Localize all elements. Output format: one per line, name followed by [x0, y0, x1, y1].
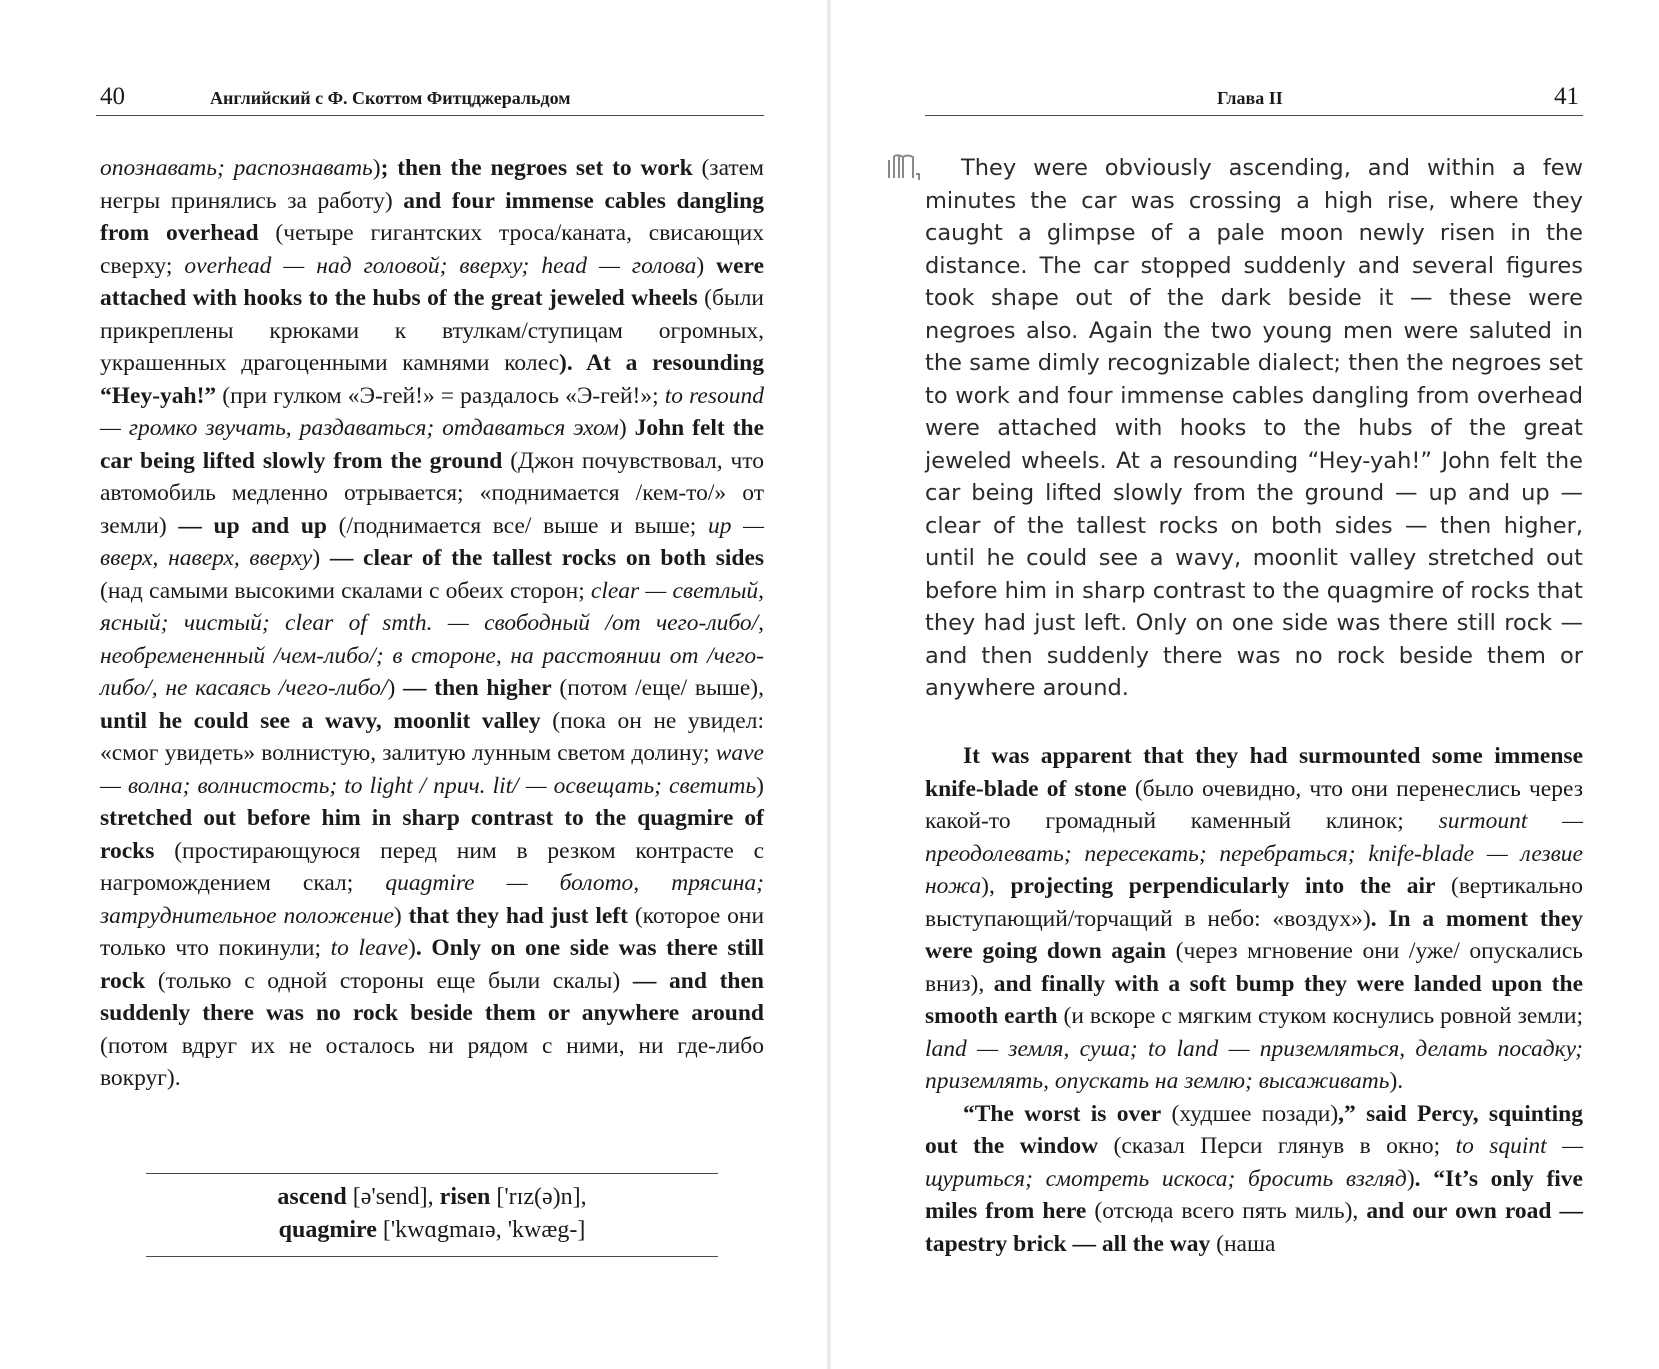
english-original-text [925, 152, 1583, 705]
english-phrase: projecting perpendicularly into the air [1010, 873, 1436, 899]
russian-translation: (и вскоре с мягким стуком коснулись ровной земли; [1057, 1003, 1584, 1029]
left-page-number: 40 [100, 83, 125, 110]
english-phrase: . In a moment they were going down again [925, 905, 1583, 964]
english-phrase: ; then the negroes set to work [380, 155, 693, 181]
russian-translation: ) [618, 415, 635, 441]
russian-translation: (затем негры принялись за работу) [100, 155, 764, 214]
english-phrase: and our own road — tapestry brick — all the way [925, 1198, 1583, 1257]
left-bilingual-text [100, 152, 764, 1095]
dictionary-note: wave — волна; волнистость; to light / прич. lit/ — освещать; светить [100, 740, 764, 799]
russian-translation: ['kwɑgmaɪə, 'kwæg-] [376, 1217, 586, 1243]
english-phrase: until he could see a wavy, moonlit valley [100, 707, 541, 734]
dictionary-note: to squint — щуриться; смотреть искоса; бросить взгляд [925, 1133, 1583, 1192]
english-phrase: that they had just left [408, 902, 628, 929]
english-phrase: were attached with hooks to the hubs of the great jeweled wheels [100, 252, 764, 311]
english-phrase: — up and up [178, 512, 327, 539]
dictionary-note: clear — светлый, ясный; чистый; clear of smth. — свободный /от чего-либо/, необремененный /чем-либо/; в стороне, на расстоянии от /чего-либо/, не касаясь /чего-либо/ [100, 577, 764, 701]
english-phrase: ,” said Percy, squinting out the window [925, 1100, 1583, 1159]
dictionary-note: surmount — преодолевать; пересекать; перебраться; knife-blade — лезвие ножа [925, 808, 1583, 899]
bookmark-glyph-icon [887, 152, 921, 184]
russian-translation: ) [393, 902, 409, 929]
russian-translation: ) [372, 155, 381, 181]
left-paragraph [100, 152, 764, 1095]
russian-translation: ) [312, 545, 330, 571]
english-phrase: — then higher [403, 675, 552, 701]
russian-translation: (Джон почувствовал, что автомобиль медленно отрывается; «поднимается /кем-то/» от земли) [100, 447, 764, 539]
russian-translation: ) [756, 772, 764, 799]
vocabulary-line [146, 1181, 718, 1214]
russian-translation: (было очевидно, что они перенеслись через какой-то громадный каменный клинок; [925, 775, 1583, 834]
english-phrase: “The worst is over [963, 1100, 1162, 1127]
left-running-head [96, 80, 764, 116]
russian-translation: (которое они только что покинули; [100, 902, 765, 961]
english-phrase: It was apparent that they had surmounted some immense knife-blade of stone [925, 743, 1583, 802]
english-phrase: — and then suddenly there was no rock beside them or anywhere around [100, 967, 764, 1026]
dictionary-note: up — вверх, наверх, вверху [100, 512, 764, 571]
english-phrase: ). At a resounding “Hey-yah!” [100, 350, 764, 409]
russian-translation: ) [387, 675, 404, 701]
russian-translation: (худшее позади) [1161, 1100, 1339, 1127]
vocabulary-line [146, 1214, 718, 1247]
english-phrase: risen [439, 1184, 491, 1210]
dictionary-note: to leave [330, 935, 409, 961]
russian-translation: (простирающуюся перед ним в резком контрасте с нагромождением скал; [100, 837, 764, 896]
english-paragraph: They were obviously ascending, and within a few minutes the car was crossing a high rise, where they caught a glimpse of a pale moon newly risen in the distance. The car stopped suddenly and several figures took shape out of the dark beside it — these were negroes also. Again the two young men were saluted in the same dimly recognizable dialect; then the negroes set to work and four immense cables dangling from overhead were attached with hooks to the hubs of the great jeweled wheels. At a resounding “Hey-yah!” John felt the car being lifted slowly from the ground — up and up — clear of the tallest rocks on both sides — then higher, until he could see a wavy, moonlit valley stretched out before him in sharp contrast to the quagmire of rocks that they had just left. Only on one side was there still rock — and then suddenly there was no rock beside them or anywhere around. [925, 155, 1583, 701]
russian-translation: (/поднимается все/ выше и выше; [327, 512, 708, 539]
chapter-title-header: Глава II [1217, 88, 1283, 108]
russian-translation: (наша [1210, 1230, 1276, 1257]
dictionary-note: quagmire — болото, трясина; затруднительное положение [100, 870, 764, 929]
russian-translation: ) [408, 935, 416, 961]
right-paragraph [925, 1098, 1583, 1261]
russian-translation: (потом вдруг их не осталось ни рядом с ними, ни где-либо вокруг). [100, 1032, 764, 1091]
english-phrase: and finally with a soft bump they were landed upon the smooth earth [925, 970, 1583, 1029]
left-page [0, 0, 829, 1369]
english-phrase: John felt the car being lifted slowly from the ground [100, 415, 765, 474]
russian-translation: (отсюда всего пять миль), [1086, 1198, 1367, 1224]
english-phrase: stretched out before him in sharp contrast to the quagmire of rocks [100, 805, 764, 864]
vocabulary-lines [146, 1174, 718, 1256]
dictionary-note: to resound — громко звучать, раздаваться; отдаваться эхом [100, 382, 764, 441]
russian-translation: (через мгновение они /уже/ опускались вниз), [925, 938, 1583, 997]
dictionary-note: land — земля, суша; to land — приземляться, делать посадку; приземлять, опускать на землю; высаживать [925, 1035, 1583, 1094]
dictionary-note: overhead — над головой; вверху; head — голова [184, 252, 697, 279]
english-phrase: ascend [277, 1184, 347, 1210]
english-phrase: . Only on one side was there still rock [100, 935, 764, 994]
russian-translation: ) [696, 252, 717, 279]
right-running-head [925, 80, 1583, 116]
russian-translation: (четыре гигантских троса/каната, свисающих сверху; [100, 220, 764, 279]
russian-translation: ). [1389, 1068, 1404, 1094]
right-page [829, 0, 1659, 1369]
russian-translation: [ə'send], [346, 1184, 440, 1210]
book-title-header: Английский с Ф. Скоттом Фитцджеральдом [210, 88, 571, 108]
right-paragraph [925, 740, 1583, 1098]
russian-translation: (только с одной стороны еще были скалы) [145, 967, 633, 994]
russian-translation: ) [1406, 1165, 1415, 1192]
english-phrase: quagmire [278, 1217, 377, 1243]
english-phrase: . “It’s only five miles from here [925, 1165, 1583, 1224]
english-phrase: — clear of the tallest rocks on both sides [329, 545, 765, 571]
english-phrase: and four immense cables dangling from overhead [100, 187, 765, 246]
dictionary-note: опознавать; распознавать [100, 155, 373, 181]
russian-translation: (вертикально выступающий/торчащий в небо: «воздух») [925, 873, 1583, 932]
russian-translation: (над самыми высокими скалами с обеих сторон; [100, 577, 591, 604]
right-bilingual-text [925, 740, 1583, 1260]
right-page-number: 41 [1554, 83, 1579, 110]
vocabulary-box [146, 1173, 718, 1257]
russian-translation: ), [981, 873, 1011, 899]
vocabulary-bottom-rule [146, 1256, 718, 1257]
russian-translation: (сказал Перси глянув в окно; [1098, 1133, 1456, 1159]
russian-translation: (при гулком «Э-гей!» = раздалось «Э-гей!»; [216, 382, 665, 409]
russian-translation: (пока он не увидел: «смог увидеть» волнистую, залитую лунным светом долину; [100, 707, 764, 766]
russian-translation: (потом /еще/ выше), [551, 675, 765, 701]
russian-translation: ['rɪz(ə)n], [490, 1184, 587, 1210]
russian-translation: (были прикреплены крюками к втулкам/ступицам огромных, украшенных драгоценными камнями колес [100, 285, 764, 376]
